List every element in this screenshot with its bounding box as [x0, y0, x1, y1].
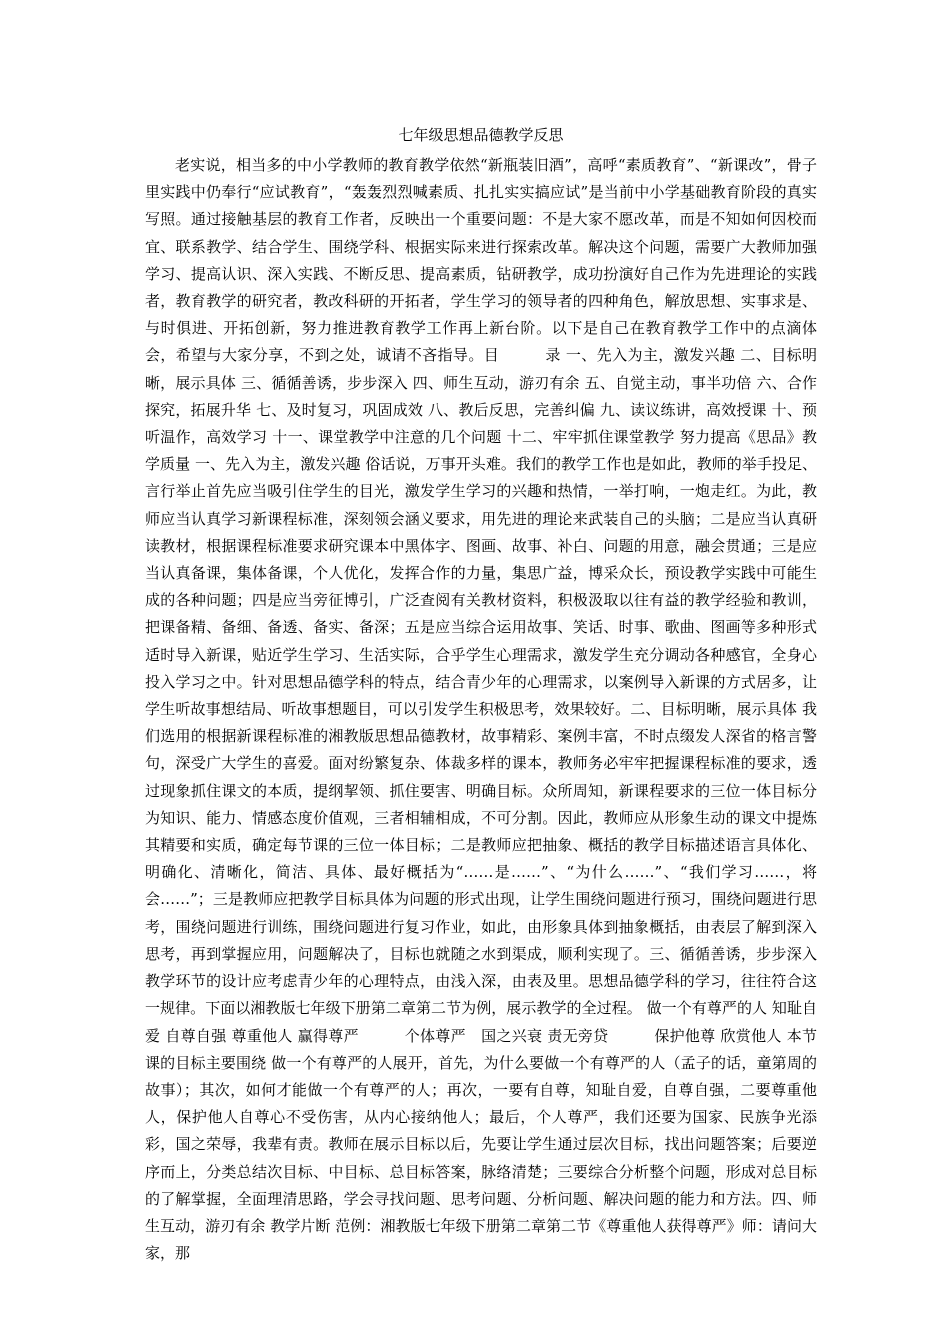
document-title: 七年级思想品德教学反思: [398, 126, 564, 144]
document-page: [145, 124, 817, 1267]
document-body: 老实说，相当多的中小学教师的教育教学依然“新瓶装旧酒”，高呼“素质教育”、“新课改”，骨子里实践中仍奉行“应试教育”，“轰轰烈烈喊素质、扎扎实实搞应试”是当前中小学基础教育阶段的真实写照。通过接触基层的教育工作者，反映出一个重要问题：不是大家不愿改革，而是不知如何因校而宜、联系教学、结合学生、围绕学科、根据实际来进行探索改革。解决这个问题，需要广大教师加强学习、提高认识、深入实践、不断反思、提高素质，钻研教学，成功扮演好自己作为先进理论的实践者，教育教学的研究者，教改科研的开拓者，学生学习的领导者的四种角色，解放思想、实事求是、与时俱进、开拓创新，努力推进教育教学工作再上新台阶。以下是自己在教育教学工作中的点滴体会，希望与大家分享，不到之处，诚请不吝指导。目 录 一、先入为主，激发兴趣 二、目标明晰，展示具体 三、循循善诱，步步深入 四、师生互动，游刃有余 五、自觉主动，事半功倍 六、合作探究，拓展升华 七、及时复习，巩固成效 八、教后反思，完善纠偏 九、读议练讲，高效授课 十、预听温作，高效学习 十一、课堂教学中注意的几个问题 十二、牢牢抓住课堂教学 努力提高《思品》教学质量 一、先入为主，激发兴趣 俗话说，万事开头难。我们的教学工作也是如此，教师的举手投足、言行举止首先应当吸引住学生的目光，激发学生学习的兴趣和热情，一举打响，一炮走红。为此，教师应当认真学习新课程标准，深刻领会涵义要求，用先进的理论来武装自己的头脑；二是应当认真研读教材，根据课程标准要求研究课本中黑体字、图画、故事、补白、问题的用意，融会贯通；三是应当认真备课，集体备课，个人优化，发挥合作的力量，集思广益，博采众长，预设教学实践中可能生成的各种问题；四是应当旁征博引，广泛查阅有关教材资料，积极汲取以往有益的教学经验和教训，把课备精、备细、备透、备实、备深；五是应当综合运用故事、笑话、时事、歌曲、图画等多种形式适时导入新课，贴近学生学习、生活实际，合乎学生心理需求，激发学生充分调动各种感官，全身心投入学习之中。针对思想品德学科的特点，结合青少年的心理需求，以案例导入新课的方式居多，让学生听故事想结局、听故事想题目，可以引发学生积极思考，效果较好。二、目标明晰，展示具体 我们选用的根据新课程标准的湘教版思想品德教材，故事精彩、案例丰富，不时点缀发人深省的格言警句，深受广大学生的喜爱。面对纷繁复杂、体裁多样的课本，教师务必牢牢把握课程标准的要求，透过现象抓住课文的本质，提纲挈领、抓住要害、明确目标。众所周知，新课程要求的三位一体目标分为知识、能力、情感态度价值观，三者相辅相成，不可分割。因此，教师应从形象生动的课文中提炼其精要和实质，确定每节课的三位一体目标；二是教师应把抽象、概括的教学目标描述语言具体化、明确化、清晰化，简洁、具体、最好概括为“……是……”、“为什么……”、“我们学习……，将会……”；三是教师应把教学目标具体为问题的形式出现，让学生围绕问题进行预习，围绕问题进行思考，围绕问题进行训练，围绕问题进行复习作业，如此，由形象具体到抽象概括，由表层了解到深入思考，再到掌握应用，问题解决了，目标也就随之水到渠成，顺利实现了。三、循循善诱，步步深入 教学环节的设计应考虑青少年的心理特点，由浅入深，由表及里。思想品德学科的学习，往往符合这一规律。下面以湘教版七年级下册第二章第二节为例，展示教学的全过程。 做一个有尊严的人 知耻自爱 自尊自强 尊重他人 赢得尊严 个体尊严 国之兴衰 责无旁贷 保护他尊 欣赏他人 本节课的目标主要围绕 做一个有尊严的人展开，首先，为什么要做一个有尊严的人（孟子的话，童第周的故事）；其次，如何才能做一个有尊严的人；再次，一要有自尊，知耻自爱，自尊自强，二要尊重他人，保护他人自尊心不受伤害，从内心接纳他人；最后，个人尊严，我们还要为国家、民族争光添彩，国之荣辱，我辈有责。教师在展示目标以后，先要让学生通过层次目标，找出问题答案；后要逆序而上，分类总结次目标、中目标、总目标答案，脉络清楚；三要综合分析整个问题，形成对总目标的了解掌握，全面理清思路，学会寻找问题、思考问题、分析问题、解决问题的能力和方法。四、师生互动，游刃有余 教学片断 范例：湘教版七年级下册第二章第二节《尊重他人获得尊严》师：请问大家，那: [145, 156, 817, 1263]
